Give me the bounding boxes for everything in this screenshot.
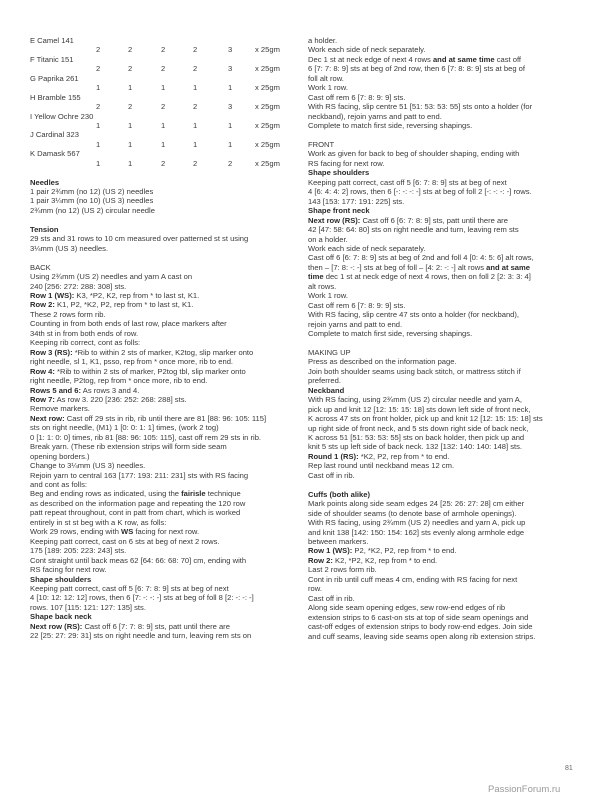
back-row-1: Row 1 (WS): K3, *P2, K2, rep from * to last st, K1. — [30, 290, 200, 300]
yarn-qty-value: 1 — [128, 120, 133, 130]
text-line: RS facing for next row. — [30, 565, 107, 575]
yarn-qty-value: x 25gm — [255, 120, 280, 130]
yarn-quantities — [30, 64, 294, 73]
yarn-qty-value: 1 — [193, 83, 198, 93]
yarn-qty-value: 1 — [128, 139, 133, 149]
needles-list — [30, 187, 294, 215]
text-line: alt rows. — [308, 281, 337, 291]
yarn-name: I Yellow Ochre 230 — [30, 111, 94, 121]
text-line: opening borders.) — [30, 451, 90, 461]
yarn-qty-value: 1 — [228, 120, 233, 130]
back-rib-notes — [30, 310, 294, 348]
yarn-quantities — [30, 45, 294, 54]
yarn-name: J Cardinal 323 — [30, 130, 79, 140]
yarn-qty-value: x 25gm — [255, 102, 280, 112]
text-line: 6 [7: 7: 8: 9] sts at beg of 2nd row, then 6 [7: 8: 8: 9] sts at beg of — [308, 64, 525, 74]
back-next-row: Next row: Cast off 29 sts in rib, rib until there are 81 [88: 96: 105: 115] — [30, 413, 267, 423]
neckband-heading: Neckband — [308, 385, 345, 395]
back-neck-next-row: Next row (RS): Cast off 6 [7: 7: 8: 9] sts, patt until there are — [30, 621, 230, 631]
text-line: 4 [10: 12: 12: 12] rows, then 6 [7: -: -: -] sts at beg of foll 8 [2: -: -: -] — [30, 593, 254, 603]
text-line: Last 2 rows form rib. — [308, 565, 377, 575]
tension-text — [30, 234, 294, 253]
yarn-qty-value: x 25gm — [255, 139, 280, 149]
yarn-qty-value: 1 — [128, 83, 133, 93]
text-line: as described on the information page and repeating the 120 row — [30, 498, 246, 508]
yarn-qty-value: x 25gm — [255, 64, 280, 74]
yarn-quantities — [30, 121, 294, 130]
yarn-qty-value: 2 — [193, 158, 198, 168]
text-line: side of shoulder seams (to denote base of armhole openings). — [308, 508, 517, 518]
yarn-qty-value: 1 — [161, 139, 166, 149]
text-line: preferred. — [308, 376, 341, 386]
yarn-qty-value: 2 — [96, 64, 101, 74]
yarn-quantities — [30, 159, 294, 168]
text-line: Cast off in rib. — [308, 470, 355, 480]
yarn-qty-value: 2 — [228, 158, 233, 168]
text-line: patt repeat throughout, cont in patt from chart, which is worked — [30, 508, 241, 518]
text-line: neckband), rejoin yarns and patt to end. — [308, 111, 442, 121]
text-line: between markers. — [308, 536, 369, 546]
front-heading: FRONT — [308, 139, 335, 149]
text-line: cast-off edges of extension strips to body row-end edges. Join side — [308, 622, 533, 632]
yarn-qty-value: 2 — [161, 45, 166, 55]
yarn-quantities — [30, 83, 294, 92]
yarn-quantities — [30, 102, 294, 111]
text-line: Work as given for back to beg of shoulder shaping, ending with — [308, 149, 520, 159]
yarn-qty-value: 1 — [228, 139, 233, 149]
yarn-quantities — [30, 140, 294, 149]
text-line: Using 2¾mm (US 2) needles and yarn A cast on — [30, 272, 193, 282]
text-line: These 2 rows form rib. — [30, 309, 106, 319]
yarn-qty-value: 1 — [96, 139, 101, 149]
page-number: 81 — [565, 765, 573, 772]
cuffs-heading: Cuffs (both alike) — [308, 489, 371, 499]
text-line: Work each side of neck separately. — [308, 45, 426, 55]
yarn-qty-value: 1 — [96, 83, 101, 93]
yarn-qty-value: 1 — [128, 158, 133, 168]
text-line: and knit 138 [142: 150: 154: 162] sts evenly along armhole edge — [308, 527, 525, 537]
text-line: Keeping patt correct, cast on 6 sts at beg of next 2 rows. — [30, 536, 220, 546]
yarn-list — [30, 36, 294, 168]
text-line: Mark points along side seam edges 24 [25: 26: 27: 28] cm either — [308, 499, 525, 509]
yarn-qty-value: 2 — [128, 102, 133, 112]
text-line: Rep last round until neckband meas 12 cm. — [308, 461, 455, 471]
text-line: right needle, sl 1, K1, psso, rep from * once more, rib to end. — [30, 357, 234, 367]
yarn-qty-value: x 25gm — [255, 158, 280, 168]
text-line: 34th st in from both ends of row. — [30, 328, 139, 338]
text-line: Work 1 row. — [308, 83, 348, 93]
yarn-qty-value: 2 — [193, 64, 198, 74]
yarn-qty-value: 1 — [161, 83, 166, 93]
text-line: 3¼mm (US 3) needles. — [30, 243, 109, 253]
text-line: With RS facing, using 2¾mm (US 2) needles and yarn A, pick up — [308, 518, 526, 528]
text-line: a holder. — [308, 36, 338, 45]
yarn-qty-value: 2 — [96, 45, 101, 55]
yarn-qty-value: 1 — [193, 120, 198, 130]
text-line: Counting in from both ends of last row, place markers after — [30, 319, 227, 329]
text-line: 2¾mm (no 12) (US 2) circular needle — [30, 205, 155, 215]
yarn-qty-value: 1 — [161, 120, 166, 130]
yarn-name: F Titanic 151 — [30, 54, 74, 64]
back-cast-on — [30, 272, 294, 291]
back-shape-shoulders-heading: Shape shoulders — [30, 574, 92, 584]
text-line: K across 47 sts on front holder, pick up and knit 12 [12: 15: 15: 18] sts — [308, 414, 543, 424]
yarn-qty-value: 1 — [228, 83, 233, 93]
text-line: K across 51 [51: 53: 53: 55] sts on back holder, then pick up and — [308, 433, 525, 442]
text-line: With RS facing, slip centre 51 [51: 53: 53: 55] sts onto a holder (for — [308, 102, 533, 112]
text-line: With RS facing, slip centre 47 sts onto a holder (for neckband), — [308, 310, 520, 320]
text-line: and cont as folls: — [30, 480, 87, 490]
yarn-qty-value: 1 — [96, 158, 101, 168]
text-line: Cast off rem 6 [7: 8: 9: 9] sts. — [308, 92, 406, 102]
text-line: Cont in rib until cuff meas 4 cm, ending with RS facing for next — [308, 574, 518, 584]
yarn-name: G Paprika 261 — [30, 73, 79, 83]
text-line: Cast off rem 6 [7: 8: 9: 9] sts. — [308, 300, 406, 310]
text-line: 1 pair 3¼mm (no 10) (US 3) needles — [30, 196, 154, 206]
text-line: Cont straight until back meas 62 [64: 66: 68: 70] cm, ending with — [30, 555, 247, 565]
yarn-qty-value: 1 — [193, 139, 198, 149]
text-line: 42 [47: 58: 64: 80] sts on right needle and turn, leaving rem sts — [308, 225, 519, 235]
text-line: up right side of front neck, and 5 sts down right side of back neck, — [308, 423, 529, 433]
text-line: Complete to match first side, reversing shapings. — [308, 329, 473, 339]
yarn-name: K Damask 567 — [30, 149, 80, 159]
yarn-qty-value: 2 — [161, 158, 166, 168]
yarn-qty-value: 3 — [228, 45, 233, 55]
watermark: PassionForum.ru — [488, 784, 561, 795]
back-row-2: Row 2: K1, P2, *K2, P2, rep from * to last st, K1. — [30, 300, 194, 310]
text-line: 22 [25: 27: 29: 31] sts on right needle and turn, leaving rem sts on — [30, 631, 252, 641]
text-line: Work 1 row. — [308, 291, 348, 301]
yarn-qty-value: 2 — [96, 102, 101, 112]
back-fairisle: Beg and ending rows as indicated, using the fairisle technique — [30, 489, 241, 499]
text-line: 175 [189: 205: 223: 243] sts. — [30, 546, 127, 556]
yarn-qty-value: 2 — [193, 102, 198, 112]
text-line: 4 [6: 4: 4: 2] rows, then 6 [-: -: -: -] sts at beg of foll 2 [-: -: -: -] rows. — [308, 187, 532, 197]
yarn-qty-value: 2 — [161, 64, 166, 74]
needles-heading: Needles — [30, 177, 60, 187]
text-line: rejoin yarns and patt to end. — [308, 319, 403, 329]
text-line: pick up and knit 12 [12: 15: 15: 18] sts down left side of front neck, — [308, 404, 531, 414]
back-heading: BACK — [30, 262, 51, 272]
text-line: Keeping patt correct, cast off 5 [6: 7: 8: 9] sts at beg of next — [308, 177, 507, 187]
yarn-qty-value: 2 — [128, 45, 133, 55]
text-line: Keeping rib correct, cont as folls: — [30, 338, 141, 348]
text-line: Work each side of neck separately. — [308, 243, 426, 253]
text-line: 240 [256: 272: 288: 308] sts. — [30, 281, 127, 291]
back-row-4: Row 4: *Rib to within 2 sts of marker, P2tog tbl, slip marker onto — [30, 366, 246, 376]
text-line: right needle, P2tog, rep from * once more, rib to end. — [30, 376, 208, 386]
text-line: Complete to match first side, reversing shapings. — [308, 121, 473, 131]
yarn-qty-value: x 25gm — [255, 45, 280, 55]
text-line: Remove markers. — [30, 404, 90, 414]
back-rows-5-6: Rows 5 and 6: As rows 3 and 4. — [30, 385, 140, 395]
yarn-name: H Bramble 155 — [30, 92, 81, 102]
text-line: Along side seam opening edges, sew row-end edges of rib — [308, 603, 506, 613]
front-shape-neck-heading: Shape front neck — [308, 206, 370, 216]
text-line: extension strips to 6 cast-on sts at top of side seam openings and — [308, 612, 529, 622]
yarn-qty-value: x 25gm — [255, 83, 280, 93]
back-shape-neck-heading: Shape back neck — [30, 612, 92, 622]
text-line: 29 sts and 31 rows to 10 cm measured over patterned st st using — [30, 234, 249, 244]
text-line: 143 [153: 177: 191: 225] sts. — [308, 196, 405, 206]
yarn-qty-value: 3 — [228, 64, 233, 74]
text-line: and cuff seams, leaving side seams open along rib extension strips. — [308, 631, 536, 641]
text-line: Keeping patt correct, cast off 5 [6: 7: 8: 9] sts at beg of next — [30, 584, 229, 594]
text-line: sts on right needle, (M1) 1 [0: 0: 1: 1] times, (work 2 tog) — [30, 423, 219, 433]
yarn-qty-value: 2 — [128, 64, 133, 74]
back-row-7: Row 7: As row 3. 220 [236: 252: 268: 288] sts. — [30, 394, 187, 404]
text-line: Rejoin yarn to central 163 [177: 193: 211: 231] sts with RS facing — [30, 470, 249, 480]
text-line: row. — [308, 584, 322, 594]
text-line: Break yarn. (These rib extension strips will form side seam — [30, 442, 227, 452]
back-row-3: Row 3 (RS): *Rib to within 2 sts of marker, K2tog, slip marker onto — [30, 347, 254, 357]
yarn-qty-value: 1 — [96, 120, 101, 130]
text-line: 0 [1: 1: 0: 0] times, rib 81 [88: 96: 105: 115], cast off rem 29 sts in rib. — [30, 432, 262, 442]
right-column: a holder. Work each side of neck separately. Dec 1 st at neck edge of next 4 rows and at same time cast off 6 [7: 7: 8: 9] sts at beg of 2nd row, then 6 [7: 8: 8: 9] sts at beg of foll alt row. Work 1 row. Cast off rem 6 [7: 8: 9: 9] sts. With RS facing, slip centre 51 [51: 53: 53: 55] sts onto a holder (for neckband), rejoin yarns and patt to end. Complete to match first side, reversing shapings. FRONT Work as given for back to beg of shoulder shaping, ending with RS facing for next row. Shape shoulders Keeping patt correct, cast off 5 [6: 7: 8: 9] sts at beg of next 4 [6: 4: 4: 2] rows, then 6 [-: -: -: -] sts at beg of foll 2 [-: -: -: -] rows. 143 [153: 177: 191: 225] sts. Shape front neck Next row (RS): Cast off 6 [6: 7: 8: 9] sts, patt until there are 42 [47: 58: 64: 80] sts on right needle and turn, leaving rem sts on a holder. Work each side of neck separately. Cast off 6 [6: 7: 8: 9] sts at beg of 2nd and foll 4 [0: 4: 5: 6] alt rows, then – [7: 8: -: -] sts at beg of foll – [4: 2: -: -] alt rows and at same time dec 1 st at neck edge of next 4 rows, then on foll 2 [2: 3: 3: 4] alt rows. Work 1 row. Cast off rem 6 [7: 8: 9: 9] sts. With RS facing, slip centre 47 sts onto a holder (for neckband), rejoin yarns and patt to end. Complete to match first side, reversing shapings. MAKING UP Press as described on the information page. Join both shoulder seams using back stitch, or mattress stitch if preferred. Neckband With RS facing, using 2¾mm (US 2) circular needle and yarn A, pick up and knit 12 [12: 15: 15: 18] sts down left side of front neck, K across 47 sts on front holder, pick up and knit 12 [12: 15: 15: 18] sts up right side of front neck, and 5 sts down right side of back neck, K across 51 [51: 53: 53: 55] sts on back holder, then pick up and knit 5 sts up left side of back neck. 132 [132: 140: 140: 148] sts. Round 1 (RS): *K2, P2, rep from * to end. Rep last round until neckband meas 12 cm. Cast off in rib. Cuffs (both alike) Mark points along side seam edges 24 [25: 26: 27: 28] cm either side of shoulder seams (to denote base of armhole openings). With RS facing, using 2¾mm (US 2) needles and yarn A, pick up and knit 138 [142: 150: 154: 162] sts evenly along armhole edge between markers. Row 1 (WS): P2, *K2, P2, rep from * to end. Row 2: K2, *P2, K2, rep from * to end. Last 2 rows form rib. Cont in rib until cuff meas 4 cm, ending with RS facing for next row. Cast off in rib. Along side seam opening edges, sew row-end edges of rib extension strips to 6 cast-on sts at top of side seam openings and cast-off edges of extension strips to body row-end edges. Join side and cuff seams, leaving side seams open along rib extension strips. — [308, 36, 572, 641]
text-line: Cast off 6 [6: 7: 8: 9] sts at beg of 2nd and foll 4 [0: 4: 5: 6] alt rows, — [308, 253, 534, 263]
text-line: entirely in st st beg with a K row, as folls: — [30, 517, 167, 527]
tension-heading: Tension — [30, 224, 59, 234]
text-line: With RS facing, using 2¾mm (US 2) circular needle and yarn A, — [308, 395, 522, 405]
yarn-name: E Camel 141 — [30, 36, 74, 45]
text-line: knit 5 sts up left side of back neck. 132 [132: 140: 140: 148] sts. — [308, 442, 523, 452]
front-shape-shoulders-heading: Shape shoulders — [308, 168, 370, 178]
left-column: E Camel 141 2 2 2 2 3 x 25gm F Titanic 151 2 2 2 2 3 x 25gm G Paprika 261 1 1 1 1 1 x 25gm H Bramble 155 2 2 2 2 3 x 25gm I Yellow Ochre 230 1 1 1 1 1 x 25gm J Cardinal 323 1 1 1 1 1 x 25gm K Damask 567 1 1 2 2 2 x 25gm Needles 1 pair 2¾mm (no 12) (US 2) needles 1 pair 3¼mm (no 10) (US 3) needles 2¾mm (no 12) (US 2) circular needle Tension 29 sts and 31 rows to 10 cm measured over patterned st st using 3¼mm (US 3) needles. BACK Using 2¾mm (US 2) needles and yarn A cast on 240 [256: 272: 288: 308] sts. Row 1 (WS): K3, *P2, K2, rep from * to last st, K1. Row 2: K1, P2, *K2, P2, rep from * to last st, K1. These 2 rows form rib. Counting in from both ends of last row, place markers after 34th st in from both ends of row. Keeping rib correct, cont as folls: Row 3 (RS): *Rib to within 2 sts of marker, K2tog, slip marker onto right needle, sl 1, K1, psso, rep from * once more, rib to end. Row 4: *Rib to within 2 sts of marker, P2tog tbl, slip marker onto right needle, P2tog, rep from * once more, rib to end. Rows 5 and 6: As rows 3 and 4. Row 7: As row 3. 220 [236: 252: 268: 288] sts. Remove markers. Next row: Cast off 29 sts in rib, rib until there are 81 [88: 96: 105: 115] sts on right needle, (M1) 1 [0: 0: 1: 1] times, (work 2 tog) 0 [1: 1: 0: 0] times, rib 81 [88: 96: 105: 115], cast off rem 29 sts in rib. Break yarn. (These rib extension strips will form side seam opening borders.) Change to 3¼mm (US 3) needles. Rejoin yarn to central 163 [177: 193: 211: 231] sts with RS facing and cont as folls: Beg and ending rows as indicated, using the fairisle technique as described on the information page and repeating the 120 row patt repeat throughout, cont in patt from chart, which is worked entirely in st st beg with a K row, as folls: Work 29 rows, ending with WS facing for next row. Keeping patt correct, cast on 6 sts at beg of next 2 rows. 175 [189: 205: 223: 243] sts. Cont straight until back meas 62 [64: 66: 68: 70] cm, ending with RS facing for next row. Shape shoulders Keeping patt correct, cast off 5 [6: 7: 8: 9] sts at beg of next 4 [10: 12: 12: 12] rows, then 6 [7: -: -: -] sts at beg of foll 8 [2: -: -: -] rows. 107 [115: 121: 127: 135] sts. Shape back neck Next row (RS): Cast off 6 [7: 7: 8: 9] sts, patt until there are 22 [25: 27: 29: 31] sts on right needle and turn, leaving rem sts on — [30, 36, 294, 641]
text-line: RS facing for next row. — [308, 158, 385, 168]
text-line: Join both shoulder seams using back stitch, or mattress stitch if — [308, 366, 521, 376]
yarn-qty-value: 3 — [228, 102, 233, 112]
text-line: 1 pair 2¾mm (no 12) (US 2) needles — [30, 187, 154, 197]
making-up-heading: MAKING UP — [308, 347, 351, 357]
text-line: Cast off in rib. — [308, 593, 355, 603]
text-line: Press as described on the information page. — [308, 357, 457, 367]
text-line: rows. 107 [115: 121: 127: 135] sts. — [30, 602, 146, 612]
text-line: Change to 3¼mm (US 3) needles. — [30, 461, 146, 471]
text-line: on a holder. — [308, 234, 348, 244]
text-line: foll alt row. — [308, 73, 344, 83]
yarn-qty-value: 2 — [161, 102, 166, 112]
yarn-qty-value: 2 — [193, 45, 198, 55]
